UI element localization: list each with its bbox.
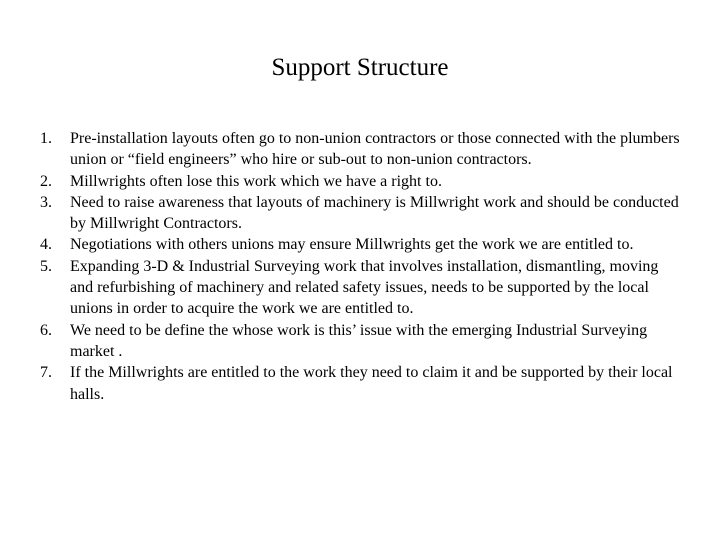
list-item-text: Need to raise awareness that layouts of machinery is Millwright work and should be conducted by Millwright Contractors. [70, 193, 679, 233]
list-item-number: 1. [40, 130, 52, 147]
slide-title: Support Structure [271, 54, 449, 81]
list-item-text: If the Millwrights are entitled to the work they need to claim it and be supported by their local halls. [70, 364, 673, 403]
list-item-text: Expanding 3-D & Industrial Surveying work that involves installation, dismantling, moving and refurbishing of machinery and related safety issues, needs to be supported by the local unions in order to acquire the work we are entitled to. [70, 257, 659, 318]
list-item [40, 192, 685, 235]
list-item [40, 256, 685, 320]
list-item-number: 7. [40, 364, 52, 382]
list-item-text: Negotiations with others unions may ensure Millwrights get the work we are entitled to. [70, 236, 634, 254]
list-item [40, 128, 685, 171]
list-item [40, 362, 685, 405]
list-item-number: 6. [40, 321, 52, 339]
list-item-number: 5. [40, 257, 52, 275]
list-item-text: Millwrights often lose this work which we have a right to. [70, 172, 442, 190]
list-item-number: 4. [40, 236, 52, 254]
list-item-number: 2. [40, 172, 52, 190]
list-item [40, 234, 685, 255]
list-item [40, 320, 685, 363]
list-item [40, 171, 685, 192]
point-list [40, 128, 685, 405]
list-item-number: 3. [40, 193, 52, 211]
list-item-text: Pre-installation layouts often go to non-union contractors or those connected with the plumbers union or “field engineers” who hire or sub-out to non-union contractors. [70, 130, 680, 169]
list-item-text: We need to be define the whose work is this’ issue with the emerging Industrial Surveying market . [70, 321, 648, 360]
